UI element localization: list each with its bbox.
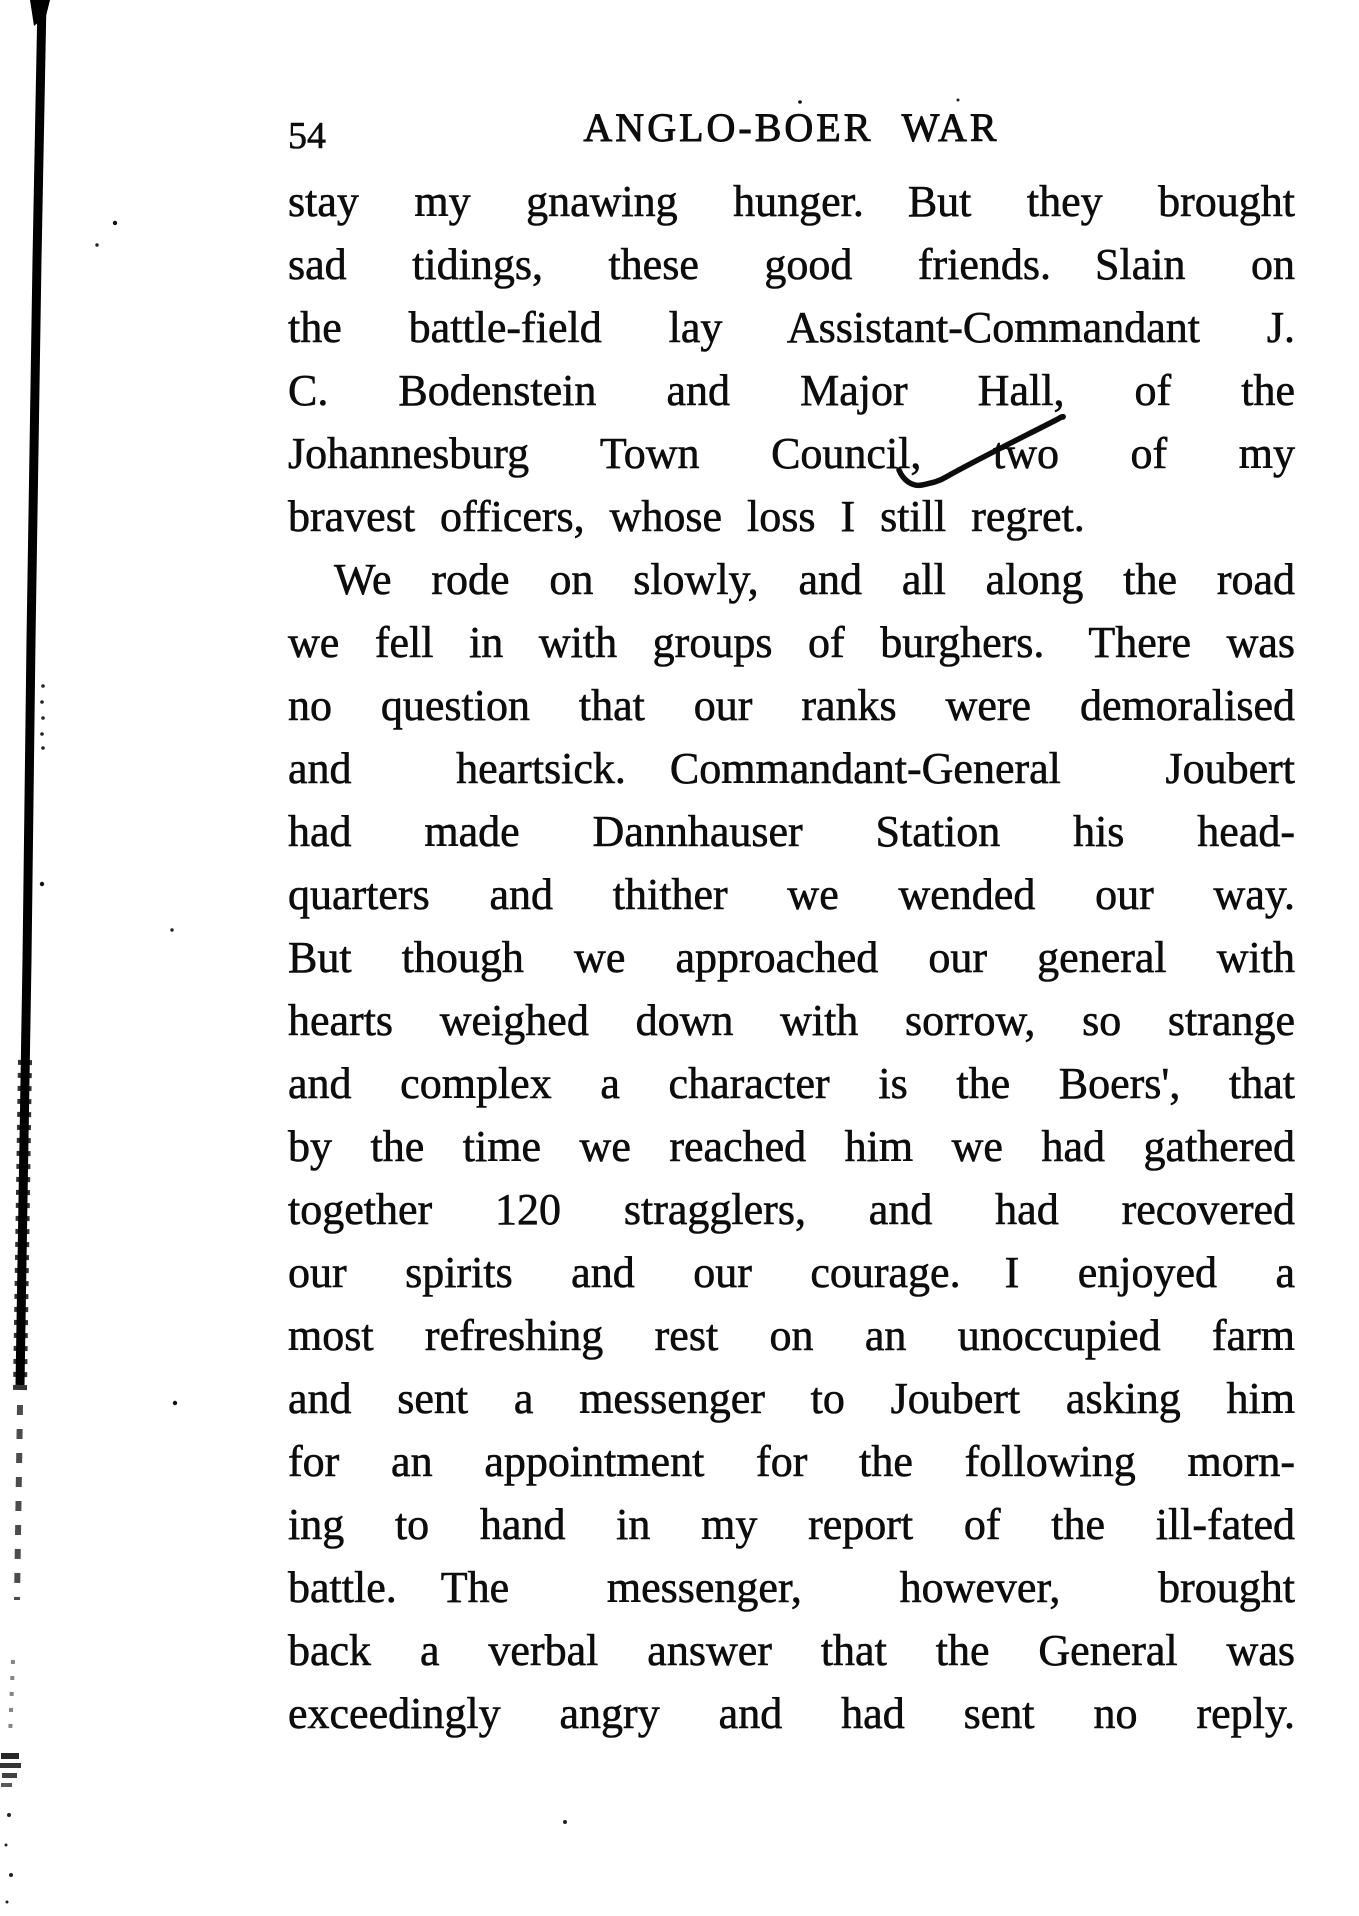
text-line: C. Bodenstein and Major Hall, of the <box>288 366 1295 415</box>
text-line: had made Dannhauser Station his head- <box>288 807 1295 856</box>
text-line: our spirits and our courage. I enjoyed a <box>288 1248 1295 1297</box>
text-line: by the time we reached him we had gathered <box>288 1122 1295 1171</box>
text-line: quarters and thither we wended our way. <box>288 870 1295 919</box>
text-line: back a verbal answer that the General was <box>288 1626 1295 1675</box>
text-line: the battle-field lay Assistant-Commandant J. <box>288 303 1295 352</box>
text-line: and heartsick. Commandant-General Joubert <box>288 744 1295 793</box>
text-line: we fell in with groups of burghers. There was <box>288 618 1295 667</box>
text-line: stay my gnawing hunger. But they brought <box>288 177 1295 226</box>
page-header <box>288 104 1295 156</box>
text-line: exceedingly angry and had sent no reply. <box>288 1689 1295 1738</box>
text-line: no question that our ranks were demoralised <box>288 681 1295 730</box>
page-number: 54 <box>288 115 326 157</box>
text-line: But though we approached our general with <box>288 933 1295 982</box>
text-line: hearts weighed down with sorrow, so strange <box>288 996 1295 1045</box>
text-line: Johannesburg Town Council, two of my <box>288 429 1295 478</box>
text-line: for an appointment for the following morn- <box>288 1437 1295 1486</box>
text-line: and sent a messenger to Joubert asking him <box>288 1374 1295 1423</box>
text-line: most refreshing rest on an unoccupied farm <box>288 1311 1295 1360</box>
text-line: sad tidings, these good friends. Slain on <box>288 240 1295 289</box>
text-line: together 120 stragglers, and had recovered <box>288 1185 1295 1234</box>
text-line: ing to hand in my report of the ill-fated <box>288 1500 1295 1549</box>
header-title: ANGLO-BOER WAR <box>583 105 1000 150</box>
text-line: We rode on slowly, and all along the road <box>334 555 1295 604</box>
body-text <box>288 170 1295 1745</box>
text-line: and complex a character is the Boers', that <box>288 1059 1295 1108</box>
text-line: battle. The messenger, however, brought <box>288 1563 1295 1612</box>
text-line: bravest officers, whose loss I still regret. <box>288 492 1085 541</box>
